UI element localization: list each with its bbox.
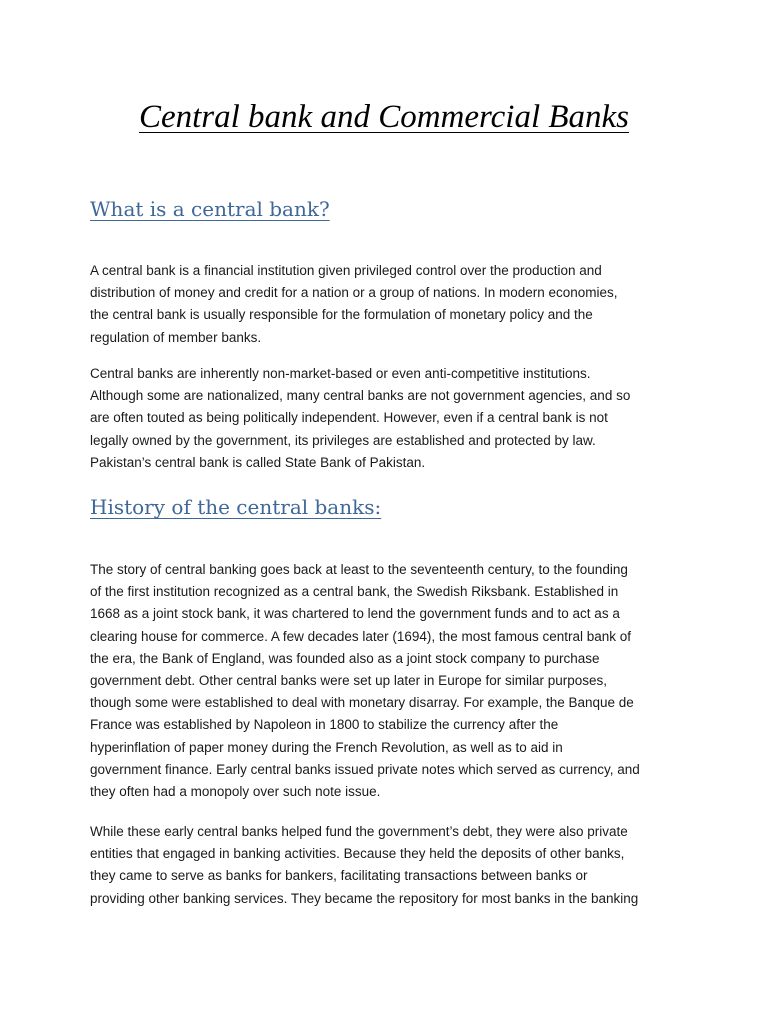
- text-line: are often touted as being politically independent. However, even if a central bank is not: [90, 410, 608, 426]
- text-line: government finance. Early central banks issued private notes which served as currency, and: [90, 761, 640, 777]
- text-line: they often had a monopoly over such note issue.: [90, 784, 381, 800]
- text-line: of the first institution recognized as a central bank, the Swedish Riksbank. Established in: [90, 584, 619, 600]
- text-line: 1668 as a joint stock bank, it was chartered to lend the government funds and to act as a: [90, 606, 620, 622]
- text-line: the central bank is usually responsible for the formulation of monetary policy and the: [90, 307, 593, 323]
- text-line: clearing house for commerce. A few decades later (1694), the most famous central bank of: [90, 628, 632, 644]
- text-line: While these early central banks helped fund the government’s debt, they were also private: [90, 824, 628, 839]
- text-line: distribution of money and credit for a nation or a group of nations. In modern economies,: [90, 285, 618, 301]
- text-line: hyperinflation of paper money during the French Revolution, as well as to aid in: [90, 739, 563, 755]
- text-line: Central banks are inherently non-market-based or even anti-competitive institutions.: [90, 366, 591, 381]
- paragraph-history-origins: [90, 559, 640, 803]
- text-line: regulation of member banks.: [90, 329, 262, 345]
- text-line: entities that engaged in banking activities. Because they held the deposits of other banks,: [90, 846, 625, 862]
- paragraph-history-bankers-bank: [90, 821, 638, 910]
- text-line: legally owned by the government, its privileges are established and protected by law.: [90, 432, 596, 448]
- document-title: Central bank and Commercial Banks: [138, 99, 630, 135]
- text-line: A central bank is a financial institution given privileged control over the production and: [90, 263, 602, 278]
- paragraph-central-bank-definition: [90, 260, 618, 349]
- text-line: Pakistan’s central bank is called State Bank of Pakistan.: [90, 454, 426, 470]
- text-line: though some were established to deal with monetary disarray. For example, the Banque de: [90, 695, 634, 711]
- text-line: they came to serve as banks for bankers, facilitating transactions between banks or: [90, 868, 588, 884]
- text-line: Although some are nationalized, many central banks are not government agencies, and so: [90, 388, 631, 404]
- text-line: The story of central banking goes back at least to the seventeenth century, to the founding: [90, 562, 628, 577]
- section-heading-history: History of the central banks:: [90, 495, 382, 519]
- text-line: providing other banking services. They became the repository for most banks in the banking: [90, 890, 639, 906]
- text-line: France was established by Napoleon in 1800 to stabilize the currency after the: [90, 717, 559, 733]
- text-line: the era, the Bank of England, was founded also as a joint stock company to purchase: [90, 650, 600, 666]
- text-line: government debt. Other central banks were set up later in Europe for similar purposes,: [90, 673, 608, 689]
- section-heading-what-is-central-bank: What is a central bank?: [90, 197, 330, 221]
- paragraph-central-bank-nature: [90, 363, 630, 474]
